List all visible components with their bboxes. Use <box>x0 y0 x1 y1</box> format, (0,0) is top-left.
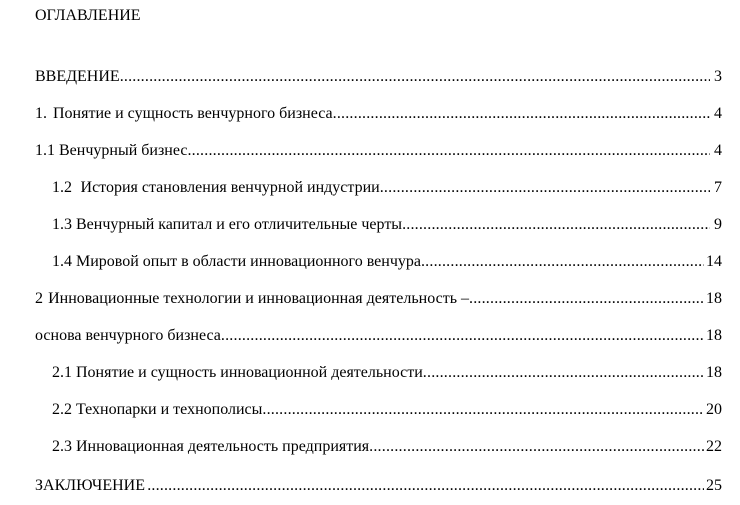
toc-dot-leader <box>469 289 704 309</box>
toc-page-number: 7 <box>714 179 722 196</box>
toc-page-number: 18 <box>706 327 722 344</box>
toc-entry-title: 1.4 Мировой опыт в области инновационного венчура <box>52 253 421 270</box>
toc-dot-leader <box>147 476 704 496</box>
toc-entry-title: 1.3 Венчурный капитал и его отличительные черты <box>52 216 403 233</box>
toc-page-number: 18 <box>706 290 722 307</box>
toc-entry-chapter-1[interactable] <box>35 104 722 124</box>
toc-entry-number: 1.2 <box>52 179 72 196</box>
toc-dot-leader <box>262 400 704 420</box>
toc-entry-chapter-2-continued[interactable] <box>35 326 722 346</box>
toc-entry-title: 2.1 Понятие и сущность инновационной деятельности <box>52 364 423 381</box>
toc-page-number: 22 <box>706 438 722 455</box>
toc-entry-section-2-3[interactable] <box>52 437 722 457</box>
toc-page-number: 9 <box>714 216 722 233</box>
toc-entry-title: ВВЕДЕНИЕ <box>35 68 120 85</box>
toc-entry-conclusion[interactable] <box>35 476 722 496</box>
toc-dot-leader <box>421 252 704 272</box>
toc-entry-section-1-2[interactable] <box>52 178 722 198</box>
toc-entry-number: 1. <box>35 105 47 122</box>
toc-page-number: 20 <box>706 401 722 418</box>
toc-page-number: 14 <box>706 253 722 270</box>
toc-dot-leader <box>187 141 710 161</box>
toc-entry-title: 2.2 Технопарки и технополисы <box>52 401 263 418</box>
toc-page-number: 4 <box>714 142 722 159</box>
toc-entry-title: основа венчурного бизнеса <box>35 327 221 344</box>
toc-page-number: 18 <box>706 364 722 381</box>
toc-page-number: 3 <box>714 68 722 85</box>
toc-entry-section-1-4[interactable] <box>52 252 722 272</box>
toc-dot-leader <box>423 363 704 383</box>
toc-entry-title: Понятие и сущность венчурного бизнеса <box>52 105 333 122</box>
toc-entry-section-2-1[interactable] <box>52 363 722 383</box>
toc-entry-title: ЗАКЛЮЧЕНИЕ <box>35 477 145 494</box>
toc-page-number: 25 <box>706 477 722 494</box>
toc-page-number: 4 <box>714 105 722 122</box>
toc-dot-leader <box>369 437 704 457</box>
toc-entry-section-2-2[interactable] <box>52 400 722 420</box>
toc-entry-number: 2 <box>35 290 43 307</box>
toc-entry-chapter-2[interactable] <box>35 289 722 309</box>
toc-entry-title: История становления венчурной индустрии <box>80 179 380 196</box>
toc-entry-section-1-3[interactable] <box>52 215 722 235</box>
toc-dot-leader <box>333 104 710 124</box>
toc-dot-leader <box>221 326 704 346</box>
toc-dot-leader <box>380 178 710 198</box>
toc-entry-section-1-1[interactable] <box>35 141 722 161</box>
toc-entry-title: 1.1 Венчурный бизнес <box>35 142 188 159</box>
toc-dot-leader <box>120 67 710 87</box>
toc-heading: ОГЛАВЛЕНИЕ <box>35 7 141 24</box>
toc-entry-title: Инновационные технологии и инновационная деятельность – <box>48 290 469 307</box>
toc-entry-title: 2.3 Инновационная деятельность предприятия <box>52 438 370 455</box>
toc-dot-leader <box>402 215 710 235</box>
toc-entry-introduction[interactable] <box>35 67 722 87</box>
